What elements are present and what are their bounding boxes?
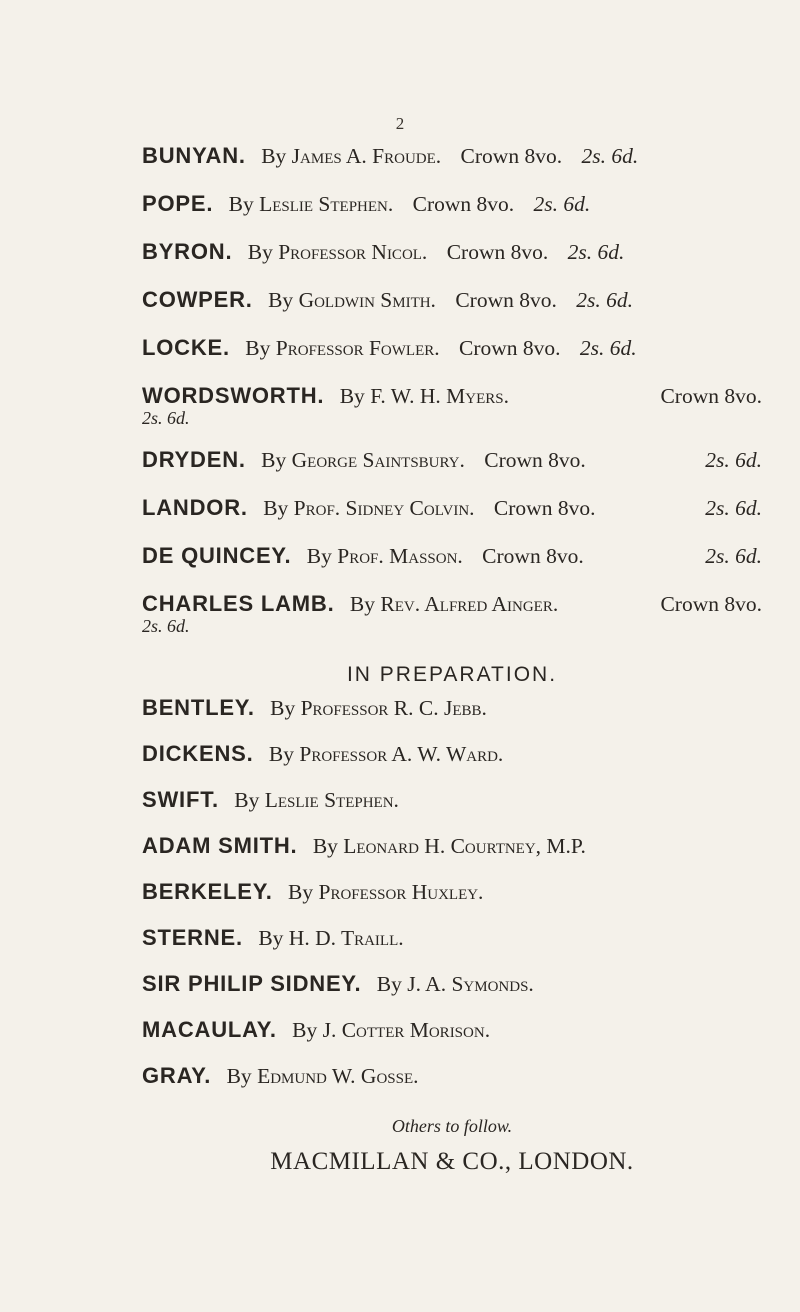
by-label: By	[270, 696, 296, 720]
list-item	[142, 1016, 762, 1062]
author-name: Prof. Sidney Colvin.	[293, 496, 475, 520]
subject-name: GRAY.	[142, 1063, 212, 1088]
by-label: By	[376, 972, 402, 996]
list-item	[142, 334, 762, 382]
list-item	[142, 878, 762, 924]
subject-name: WORDSWORTH.	[142, 383, 325, 408]
series-list	[142, 142, 762, 1176]
by-label: By	[258, 926, 284, 950]
edition: Crown 8vo.	[455, 288, 557, 312]
list-item	[142, 494, 762, 542]
author-name: Professor R. C. Jebb.	[300, 696, 487, 720]
subject-name: LOCKE.	[142, 335, 230, 360]
by-label: By	[268, 288, 294, 312]
list-item	[142, 446, 762, 494]
author-name: J. Cotter Morison.	[322, 1018, 491, 1042]
subject-name: BYRON.	[142, 239, 233, 264]
list-item	[142, 832, 762, 878]
author-name: George Saintsbury.	[291, 448, 465, 472]
by-label: By	[226, 1064, 252, 1088]
list-item	[142, 694, 762, 740]
edition: Crown 8vo.	[459, 336, 561, 360]
by-label: By	[339, 384, 365, 408]
subject-name: BERKELEY.	[142, 879, 273, 904]
others-note: Others to follow.	[391, 1116, 513, 1136]
author-name: James A. Froude.	[291, 144, 442, 168]
by-label: By	[234, 788, 260, 812]
list-item	[142, 740, 762, 786]
price: 2s. 6d.	[705, 448, 762, 472]
author-name: Edmund W. Gosse.	[257, 1064, 419, 1088]
subject-name: SIR PHILIP SIDNEY.	[142, 971, 362, 996]
edition: Crown 8vo.	[482, 544, 584, 568]
author-name: Professor Huxley.	[318, 880, 484, 904]
by-label: By	[228, 192, 254, 216]
edition: Crown 8vo.	[412, 192, 515, 216]
price: 2s. 6d.	[576, 288, 633, 312]
by-label: By	[312, 834, 338, 858]
price: 2s. 6d.	[705, 544, 762, 568]
author-name: H. D. Traill.	[288, 926, 404, 950]
by-label: By	[349, 592, 375, 616]
edition: Crown 8vo.	[484, 448, 586, 472]
subject-name: BUNYAN.	[142, 143, 246, 168]
by-label: By	[261, 144, 287, 168]
price: 2s. 6d.	[581, 144, 639, 168]
edition: Crown 8vo.	[460, 144, 563, 168]
list-item	[142, 190, 762, 238]
price: 2s. 6d.	[142, 408, 190, 428]
subject-name: DICKENS.	[142, 741, 254, 766]
subject-name: CHARLES LAMB.	[142, 591, 335, 616]
subject-name: COWPER.	[142, 287, 253, 312]
publisher-imprint: MACMILLAN & CO., LONDON.	[270, 1148, 634, 1175]
author-name: Leslie Stephen.	[264, 788, 399, 812]
by-label: By	[247, 240, 273, 264]
author-name: J. A. Symonds.	[407, 972, 534, 996]
page-number: 2	[395, 114, 405, 133]
subject-name: STERNE.	[142, 925, 243, 950]
subject-name: DE QUINCEY.	[142, 543, 292, 568]
by-label: By	[306, 544, 332, 568]
author-name: F. W. H. Myers.	[370, 384, 509, 408]
edition: Crown 8vo.	[446, 240, 549, 264]
list-item	[142, 590, 762, 654]
subject-name: POPE.	[142, 191, 214, 216]
list-item	[142, 970, 762, 1016]
price: 2s. 6d.	[533, 192, 591, 216]
author-name: Goldwin Smith.	[298, 288, 436, 312]
subject-name: MACAULAY.	[142, 1017, 277, 1042]
subject-name: DRYDEN.	[142, 447, 246, 472]
price: 2s. 6d.	[567, 240, 625, 264]
author-name: Prof. Masson.	[337, 544, 463, 568]
by-label: By	[263, 496, 289, 520]
author-name: Rev. Alfred Ainger.	[380, 592, 559, 616]
author-name: Leslie Stephen.	[259, 192, 394, 216]
by-label: By	[292, 1018, 318, 1042]
list-item	[142, 786, 762, 832]
price: 2s. 6d.	[579, 336, 637, 360]
author-name: Leonard H. Courtney, M.P.	[343, 834, 586, 858]
list-item	[142, 142, 762, 190]
by-label: By	[261, 448, 287, 472]
edition: Crown 8vo.	[660, 384, 762, 408]
list-item	[142, 382, 762, 446]
list-item	[142, 542, 762, 590]
by-label: By	[288, 880, 314, 904]
edition: Crown 8vo.	[493, 496, 596, 520]
price: 2s. 6d.	[705, 496, 762, 520]
subject-name: LANDOR.	[142, 495, 248, 520]
author-name: Professor A. W. Ward.	[299, 742, 504, 766]
in-preparation-list	[142, 694, 762, 1108]
subject-name: SWIFT.	[142, 787, 219, 812]
by-label: By	[245, 336, 271, 360]
price: 2s. 6d.	[142, 616, 190, 636]
author-name: Professor Fowler.	[275, 336, 440, 360]
section-heading: IN PREPARATION.	[346, 663, 558, 686]
list-item	[142, 1062, 762, 1108]
list-item	[142, 238, 762, 286]
subject-name: ADAM SMITH.	[142, 833, 298, 858]
edition: Crown 8vo.	[660, 592, 762, 616]
author-name: Professor Nicol.	[278, 240, 428, 264]
by-label: By	[268, 742, 294, 766]
list-item	[142, 286, 762, 334]
subject-name: BENTLEY.	[142, 695, 255, 720]
list-item	[142, 924, 762, 970]
